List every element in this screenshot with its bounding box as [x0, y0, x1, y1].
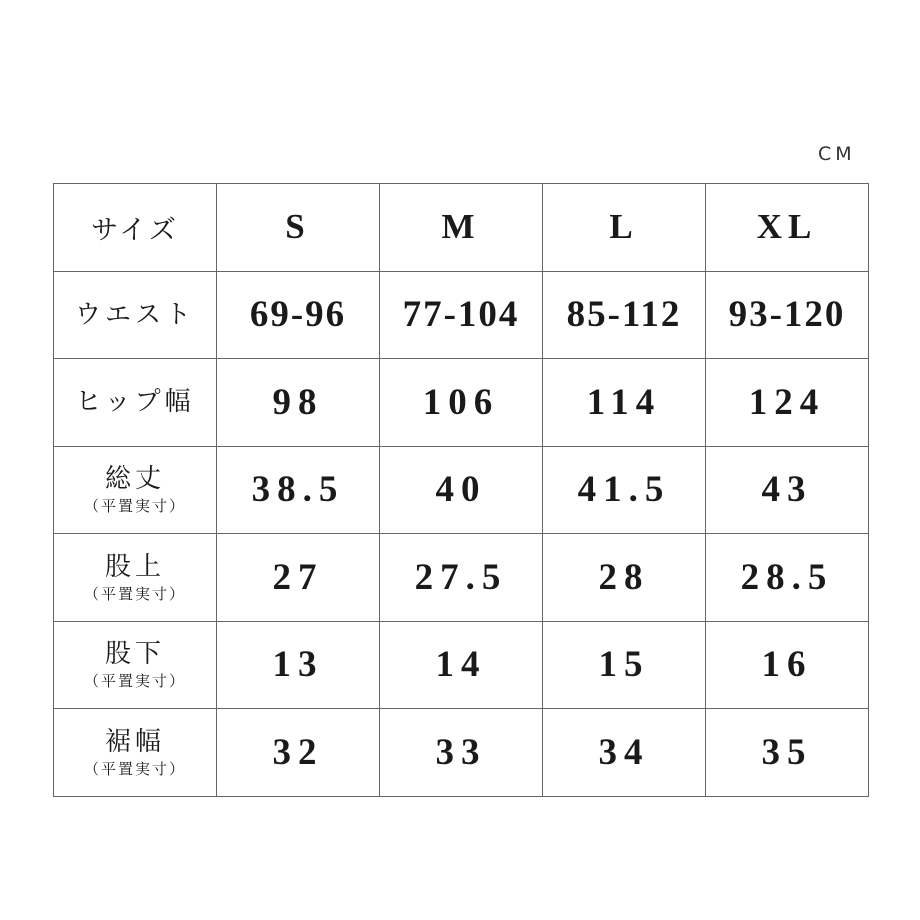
table-cell: 27 [217, 534, 380, 622]
table-cell: 85-112 [543, 271, 706, 359]
unit-label: CM [818, 143, 856, 165]
table-cell: 124 [706, 359, 869, 447]
table-cell: 43 [706, 446, 869, 534]
size-header-l: L [543, 184, 706, 272]
table-cell: 32 [217, 709, 380, 797]
table-cell: 69-96 [217, 271, 380, 359]
row-label-note: （平置実寸） [83, 672, 186, 691]
row-label [54, 534, 217, 622]
table-cell: 35 [706, 709, 869, 797]
table-cell: 38.5 [217, 446, 380, 534]
table-cell: 16 [706, 621, 869, 709]
table-cell: 28.5 [706, 534, 869, 622]
table-cell: 40 [380, 446, 543, 534]
table-row [54, 446, 869, 534]
table-cell: 77-104 [380, 271, 543, 359]
table-row [54, 359, 869, 447]
table-row [54, 271, 869, 359]
table-cell: 114 [543, 359, 706, 447]
table-cell: 15 [543, 621, 706, 709]
table-row [54, 709, 869, 797]
table-cell: 33 [380, 709, 543, 797]
table-cell: 106 [380, 359, 543, 447]
size-header-xl: XL [706, 184, 869, 272]
row-label [54, 621, 217, 709]
row-label-text: 股上 [104, 551, 165, 582]
row-label [54, 709, 217, 797]
size-table [53, 183, 869, 797]
row-label [54, 359, 217, 447]
table-row [54, 621, 869, 709]
row-label-text: 股下 [104, 639, 165, 670]
row-label-text: 総丈 [104, 464, 165, 495]
row-label [54, 271, 217, 359]
table-cell: 93-120 [706, 271, 869, 359]
table-cell: 28 [543, 534, 706, 622]
row-label-note: （平置実寸） [83, 584, 186, 603]
row-label-note: （平置実寸） [83, 497, 186, 516]
table-cell: 41.5 [543, 446, 706, 534]
header-label: サイズ [54, 184, 217, 272]
size-header-s: S [217, 184, 380, 272]
row-label-note: （平置実寸） [83, 759, 186, 778]
row-label-text: ヒップ幅 [75, 387, 195, 418]
table-cell: 98 [217, 359, 380, 447]
header-row [54, 184, 869, 272]
row-label [54, 446, 217, 534]
table-cell: 14 [380, 621, 543, 709]
table-row [54, 534, 869, 622]
row-label-text: ウエスト [74, 299, 195, 330]
size-header-m: M [380, 184, 543, 272]
row-label-text: 裾幅 [104, 726, 165, 757]
table-cell: 27.5 [380, 534, 543, 622]
table-cell: 34 [543, 709, 706, 797]
table-cell: 13 [217, 621, 380, 709]
